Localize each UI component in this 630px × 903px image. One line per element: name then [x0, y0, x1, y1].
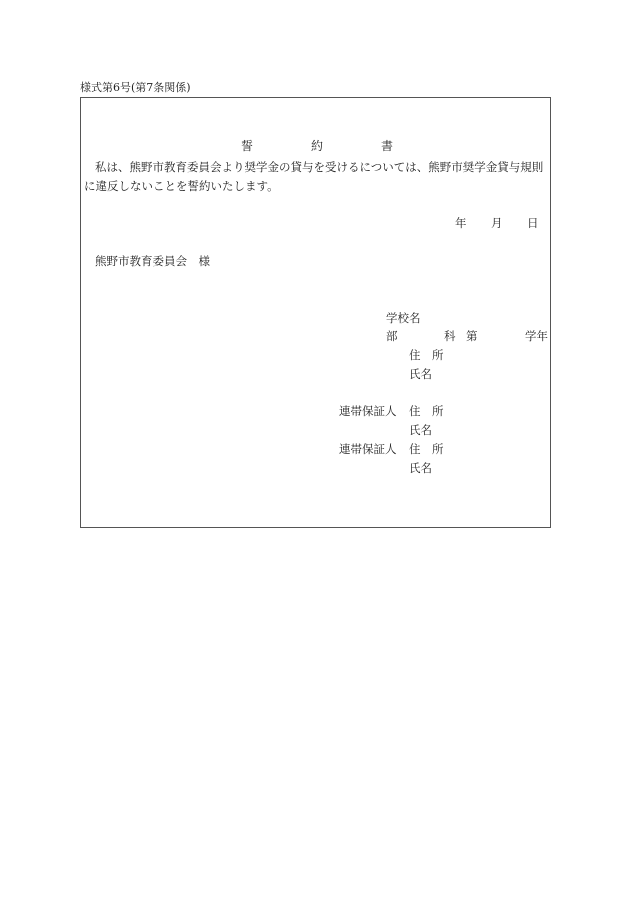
guarantor-2-address-label: 住 所	[409, 442, 444, 456]
guarantor-1-name-label: 氏名	[409, 423, 432, 437]
guarantor-1-address-label: 住 所	[409, 404, 444, 418]
grade-prefix-label: 第	[466, 329, 478, 343]
school-name-label: 学校名	[386, 311, 421, 325]
date-month-label: 月	[491, 216, 503, 230]
date-year-label: 年	[455, 216, 467, 230]
title-char-2: 約	[311, 139, 324, 153]
guarantor-2-role: 連帯保証人	[339, 442, 397, 456]
guarantor-1-role: 連帯保証人	[339, 404, 397, 418]
guarantor-2-name-label: 氏名	[409, 461, 432, 475]
applicant-name-label: 氏名	[409, 367, 432, 381]
applicant-address-label: 住 所	[409, 348, 444, 362]
addressee: 熊野市教育委員会 様	[95, 254, 210, 268]
title-char-3: 書	[381, 139, 394, 153]
body-text-line-2: に違反しないことを誓約いたします。	[84, 179, 279, 193]
form-number-label: 様式第6号(第7条関係)	[80, 81, 191, 94]
date-day-label: 日	[527, 216, 539, 230]
department-label: 部	[386, 329, 398, 343]
grade-suffix-label: 学年	[525, 329, 548, 343]
title-char-1: 誓	[241, 139, 254, 153]
body-text-line-1: 私は、熊野市教育委員会より奨学金の貸与を受けるについては、熊野市奨学金貸与規則	[95, 160, 544, 174]
course-label: 科	[444, 329, 456, 343]
